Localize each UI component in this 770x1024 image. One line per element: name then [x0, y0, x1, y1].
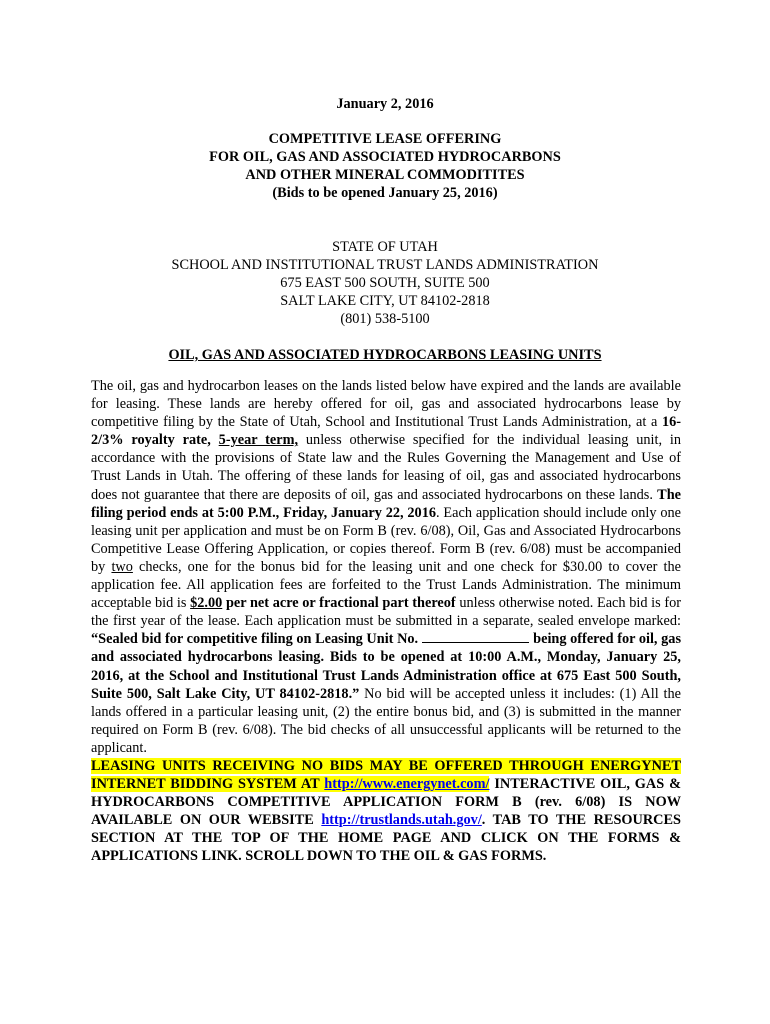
minimum-bid: $2.00 — [190, 595, 223, 612]
body-paragraph — [91, 377, 681, 866]
terms-text: unless otherwise specified for the individual leasing unit, in accordance with the provisions of State law and the Rules Governing the Management and Use of Trust Lands in Utah. The offering of these lands for leasing of oil, gas and associated hydrocarbons does not guarantee that there are deposits of oil, gas and associated hydrocarbons on these lands. — [91, 432, 682, 503]
filing-period: The filing period ends at 5:00 P.M., Friday, January 22, 2016 — [91, 486, 681, 521]
per-acre-text: per net acre or fractional part thereof — [222, 595, 456, 612]
two-checks: two — [111, 558, 133, 575]
royalty-rate: 16-2/3% royalty rate, — [91, 414, 681, 449]
acceptance-text: No bid will be accepted unless it includes: (1) All the lands offered in a particular leasing unit, (2) the entire bonus bid, and (3) is submitted in the manner required on Form B (rev. 6/08). The bid checks of all unsuccessful applicants will be returned to the applicant. — [91, 685, 681, 756]
agency-state: STATE OF UTAH — [332, 239, 438, 255]
leasing-unit-blank — [422, 630, 529, 643]
form-availability-text: INTERACTIVE OIL, GAS & HYDROCARBONS COMPETITIVE APPLICATION FORM B (rev. 6/08) IS NOW AVAILABLE ON OUR WEBSITE — [91, 776, 682, 829]
title-line-1: COMPETITIVE LEASE OFFERING — [268, 131, 502, 147]
envelope-text: unless otherwise noted. Each bid is for the first year of the lease. Each application must be submitted in a separate, sealed envelope marked: — [91, 595, 681, 630]
title-line-4: (Bids to be opened January 25, 2016) — [272, 185, 498, 201]
energynet-link[interactable]: http://www.energynet.com/ — [324, 776, 490, 793]
section-heading: OIL, GAS AND ASSOCIATED HYDROCARBONS LEASING UNITS — [168, 347, 602, 363]
intro-text: The oil, gas and hydrocarbon leases on the lands listed below have expired and the lands are available for leasing. These lands are hereby offered for oil, gas and associated hydrocarbons lease by competitive filing by the State of Utah, School and Institutional Trust Lands Administration, at a — [91, 378, 681, 431]
application-text: . Each application should include only one leasing unit per application and must be on Form B (rev. 6/08), Oil, Gas and Associated Hydrocarbons Competitive Lease Offering Application, or copies thereof. Form B (rev. 6/08) must be accompanied by — [91, 504, 681, 575]
trustlands-link[interactable]: http://trustlands.utah.gov/ — [321, 812, 482, 829]
agency-city: SALT LAKE CITY, UT 84102-2818 — [280, 293, 490, 309]
sealed-bid-label-b: being offered for oil, gas and associated hydrocarbons leasing. Bids to be opened at 10:00 A.M., Monday, January 25, 2016, at the School and Institutional Trust Lands Administration office at 675 East 500 South, Suite 500, Salt Lake City, UT 84102-2818.” — [91, 631, 682, 702]
sealed-bid-label-a: “Sealed bid for competitive filing on Leasing Unit No. — [91, 631, 419, 648]
agency-street: 675 EAST 500 SOUTH, SUITE 500 — [280, 275, 490, 291]
agency-name: SCHOOL AND INSTITUTIONAL TRUST LANDS ADMINISTRATION — [171, 257, 599, 273]
no-bids-highlight: LEASING UNITS RECEIVING NO BIDS MAY BE OFFERED THROUGH ENERGYNET INTERNET BIDDING SYSTEM AT — [91, 757, 681, 793]
checks-text: checks, one for the bonus bid for the leasing unit and one check for $30.00 to cover the application fee. All application fees are forfeited to the Trust Lands Administration. The minimum acceptable bid is — [91, 558, 681, 612]
title-line-3: AND OTHER MINERAL COMMODITITES — [245, 167, 525, 183]
lease-term: 5-year term, — [218, 432, 299, 449]
title-line-2: FOR OIL, GAS AND ASSOCIATED HYDROCARBONS — [209, 149, 561, 165]
document-date: January 2, 2016 — [336, 96, 434, 112]
agency-phone: (801) 538-5100 — [340, 311, 430, 327]
forms-instructions-text: . TAB TO THE RESOURCES SECTION AT THE TOP OF THE HOME PAGE AND CLICK ON THE FORMS & APPLICATIONS LINK. SCROLL DOWN TO THE OIL & GAS FORMS. — [91, 812, 681, 865]
